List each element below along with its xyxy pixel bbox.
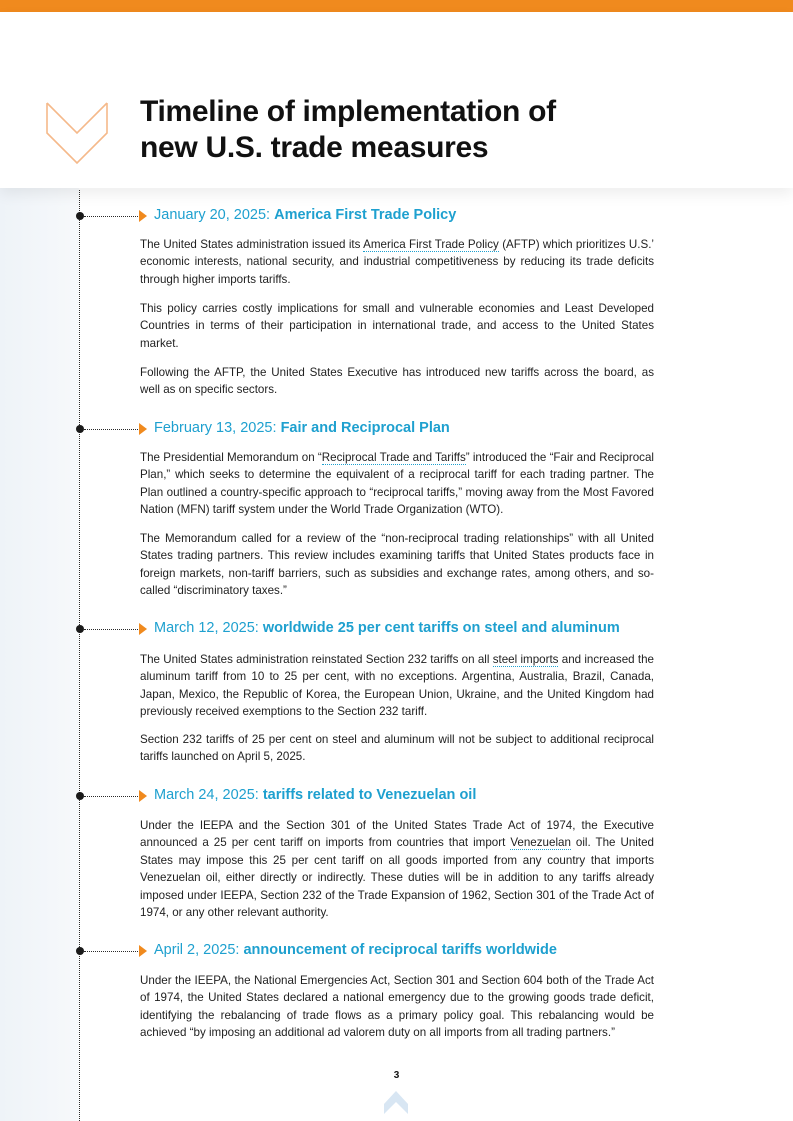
entry-date: March 12, 2025:: [154, 620, 263, 636]
entry-heading: [154, 207, 456, 223]
timeline-dot: [76, 947, 84, 955]
entry-title: America First Trade Policy: [274, 207, 457, 223]
top-accent-bar: [0, 0, 793, 12]
timeline-axis: [79, 190, 80, 1121]
entry-heading: [154, 787, 476, 803]
timeline-dot: [76, 625, 84, 633]
timeline-connector: [84, 951, 138, 952]
venezuelan-link[interactable]: Venezuelan: [510, 836, 571, 850]
steel-imports-link[interactable]: steel imports: [492, 653, 559, 666]
caret-right-icon: [139, 945, 147, 957]
entry-heading: [154, 420, 450, 436]
timeline-connector: [84, 629, 138, 630]
timeline-dot: [76, 212, 84, 220]
entry-title: worldwide 25 per cent tariffs on steel and aluminum: [262, 620, 620, 636]
entry-paragraph: Under the IEEPA, the National Emergencies Act, Section 301 and Section 604 both of the Trade Act of 1974, the United States declared a national emergency due to the growing goods trade deficit, identifying the rebalancing of trade flows as a primary policy goal. This rebalancing would be achieved “by imposing an additional ad valorem duty on all imports from all trading partners.”: [140, 974, 654, 1040]
reciprocal-trade-link[interactable]: Reciprocal Trade and Tariffs: [321, 451, 466, 464]
page-header: [0, 12, 793, 188]
entry-date: April 2, 2025:: [154, 942, 244, 958]
timeline-connector: [84, 796, 138, 797]
entry-paragraph: The Presidential Memorandum on “Reciprocal Trade and Tariffs” introduced the “Fair and Reciprocal Plan,” which seeks to determine the equivalent of a reciprocal tariff for each trading partner. The Plan outlined a country-specific approach to “reciprocal tariffs,” moving away from the Most Favored Nation (MFN) tariff system under the World Trade Organization (WTO).: [140, 451, 654, 517]
timeline-connector: [84, 216, 138, 217]
caret-right-icon: [139, 790, 147, 802]
timeline-connector: [84, 429, 138, 430]
page-number: 3: [393, 1070, 400, 1081]
entry-title: announcement of reciprocal tariffs worldwide: [243, 942, 557, 958]
timeline-dot: [76, 792, 84, 800]
entry-paragraph: The Memorandum called for a review of the “non-reciprocal trading relationships” with all United States trading partners. This review includes examining tariffs that United States products face in foreign markets, non-tariff barriers, such as subsidies and exchange rates, among others, and so-called “discriminatory taxes.”: [140, 532, 654, 598]
caret-right-icon: [139, 423, 147, 435]
entry-paragraph: Following the AFTP, the United States Executive has introduced new tariffs across the board, as well as on specific sectors.: [140, 366, 654, 397]
caret-right-icon: [139, 210, 147, 222]
chevron-down-logo-icon: [44, 100, 110, 166]
entry-heading: [154, 942, 557, 958]
entry-paragraph: This policy carries costly implications for small and vulnerable economies and Least Developed Countries in terms of their participation in international trade, and access to the United States market.: [140, 302, 654, 350]
entry-heading: [154, 620, 620, 636]
timeline-dot: [76, 425, 84, 433]
caret-right-icon: [139, 623, 147, 635]
aftp-link[interactable]: America First Trade Policy: [363, 238, 499, 251]
entry-paragraph: Under the IEEPA and the Section 301 of the United States Trade Act of 1974, the Executive announced a 25 per cent tariff on imports from countries that import Venezuelan oil. The United States may impose this 25 per cent tariff on all goods imported from any country that imports Venezuelan oil, either directly or indirectly. These duties will be in addition to any tariffs already imposed under IEEPA, Section 232 of the Trade Expansion of 1962, Section 301 of the Trade Act of 1974, or any other relevant authority.: [140, 819, 654, 920]
page-title: Timeline of implementation of new U.S. trade measures: [140, 95, 556, 164]
chevron-up-icon[interactable]: [383, 1089, 409, 1115]
entry-paragraph: The United States administration issued its America First Trade Policy (AFTP) which prioritizes U.S.’ economic interests, national security, and industrial competitiveness by reducing its trade deficits through higher imports tariffs.: [140, 238, 654, 286]
entry-paragraph: The United States administration reinstated Section 232 tariffs on all steel imports and increased the aluminum tariff from 10 to 25 per cent, with no exceptions. Argentina, Australia, Brazil, Canada, Japan, Mexico, the Republic of Korea, the European Union, Ukraine, and the United Kingdom had previously received exemptions to the Section 232 tariff.: [140, 653, 654, 719]
entry-paragraph: Section 232 tariffs of 25 per cent on steel and aluminum will not be subject to additional reciprocal tariffs launched on April 5, 2025.: [140, 733, 654, 764]
entry-title: tariffs related to Venezuelan oil: [262, 787, 477, 803]
entry-date: March 24, 2025:: [154, 787, 263, 803]
entry-title: Fair and Reciprocal Plan: [280, 420, 450, 436]
entry-date: January 20, 2025:: [154, 207, 275, 223]
entry-date: February 13, 2025:: [154, 420, 281, 436]
timeline-band: [0, 188, 79, 1121]
